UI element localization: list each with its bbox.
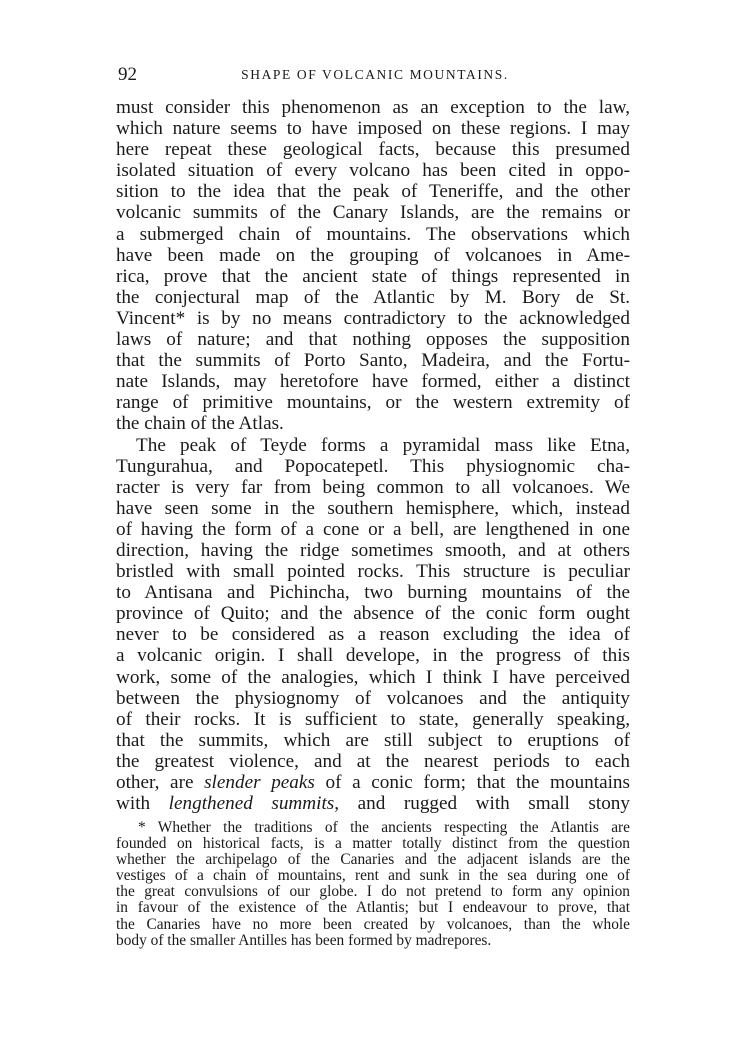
text-line: with lengthened summits, and rugged with small stony [116, 793, 630, 815]
text-line: bristled with small pointed rocks. This structure is peculiar [116, 561, 630, 583]
text-line: of having the form of a cone or a bell, are lengthened in one [116, 518, 630, 540]
text-line: a submerged chain of mountains. The observations which [116, 223, 630, 245]
text-line: that the summits, which are still subject to eruptions of [116, 729, 630, 751]
footnote-line: founded on historical facts, is a matter totally distinct from the question [116, 835, 630, 853]
text-line: rica, prove that the ancient state of things represented in [116, 265, 630, 287]
text-line: Tungurahua, and Popocatepetl. This physiognomic cha- [116, 455, 630, 477]
page-header [118, 64, 632, 88]
text-line: of their rocks. It is sufficient to state, generally speaking, [116, 708, 630, 730]
running-head: SHAPE OF VOLCANIC MOUNTAINS. [241, 67, 509, 82]
text-line: range of primitive mountains, or the western extremity of [116, 392, 630, 414]
text-line: here repeat these geological facts, because this presumed [116, 139, 630, 161]
text-line: have been made on the grouping of volcanoes in Ame- [116, 244, 630, 266]
footnote-line: the great convulsions of our globe. I do not pretend to form any opinion [116, 883, 630, 901]
text-line: volcanic summits of the Canary Islands, are the remains or [116, 202, 630, 224]
footnote-line: in favour of the existence of the Atlantis; but I endeavour to prove, that [116, 899, 630, 917]
text-line: Vincent* is by no means contradictory to the acknowledged [116, 307, 630, 329]
footnote-line: vestiges of a chain of mountains, rent and sunk in the sea during one of [116, 867, 630, 885]
text-line: to Antisana and Pichincha, two burning mountains of the [116, 582, 630, 604]
text-line: between the physiognomy of volcanoes and the antiquity [116, 687, 630, 709]
text-line: which nature seems to have imposed on these regions. I may [116, 118, 630, 140]
page-number: 92 [118, 64, 137, 85]
text-line: racter is very far from being common to all volcanoes. We [116, 476, 630, 498]
text-line: nate Islands, may heretofore have formed, either a distinct [116, 371, 630, 393]
text-line: must consider this phenomenon as an exception to the law, [116, 97, 630, 118]
text-line: have seen some in the southern hemisphere, which, instead [116, 497, 630, 519]
text-line: laws of nature; and that nothing opposes the supposition [116, 329, 630, 351]
footnote-line: the Canaries have no more been created by volcanoes, than the whole [116, 915, 630, 933]
text-line: a volcanic origin. I shall develope, in the progress of this [116, 645, 630, 667]
text-line: province of Quito; and the absence of the conic form ought [116, 603, 630, 625]
text-line: never to be considered as a reason excluding the idea of [116, 624, 630, 646]
footnote-line: whether the archipelago of the Canaries and the adjacent islands are the [116, 851, 630, 869]
text-line: other, are slender peaks of a conic form; that the mountains [116, 772, 630, 793]
text-line: isolated situation of every volcano has been cited in oppo- [116, 160, 630, 182]
footnote-line: * Whether the traditions of the ancients respecting the Atlantis are [138, 819, 630, 836]
text-line: the chain of the Atlas. [116, 413, 284, 435]
footnote-line: body of the smaller Antilles has been formed by madrepores. [116, 931, 492, 949]
text-line: direction, having the ridge sometimes smooth, and at others [116, 539, 630, 561]
text-line: work, some of the analogies, which I think I have perceived [116, 666, 630, 688]
footnote [116, 820, 630, 949]
text-line: the conjectural map of the Atlantic by M. Bory de St. [116, 286, 630, 308]
main-text [116, 97, 630, 814]
text-line: the greatest violence, and at the nearest periods to each [116, 750, 630, 772]
text-line: The peak of Teyde forms a pyramidal mass like Etna, [136, 434, 630, 456]
text-line: that the summits of Porto Santo, Madeira, and the Fortu- [116, 350, 630, 372]
text-line: sition to the idea that the peak of Teneriffe, and the other [116, 181, 630, 203]
